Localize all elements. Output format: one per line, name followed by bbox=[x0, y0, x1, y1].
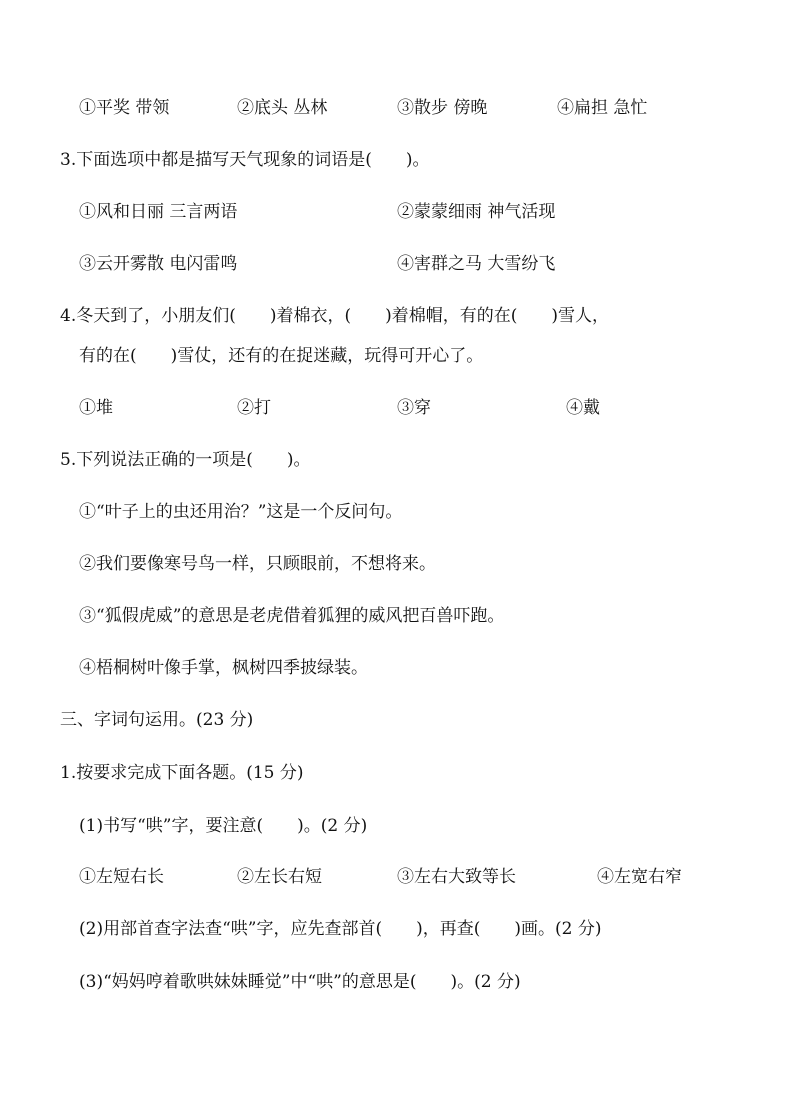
q5-stem: 5.下列说法正确的一项是( )。 bbox=[60, 450, 311, 470]
q4-option-3: ③穿 bbox=[397, 398, 431, 418]
q2-option-2: ②底头 丛林 bbox=[237, 98, 328, 118]
sub1-option-3: ③左右大致等长 bbox=[397, 867, 516, 887]
sub1-option-2: ②左长右短 bbox=[237, 867, 322, 887]
sub1-option-1: ①左短右长 bbox=[79, 867, 164, 887]
q3-option-1: ①风和日丽 三言两语 bbox=[79, 202, 238, 222]
section3-q1-stem: 1.按要求完成下面各题。(15 分) bbox=[60, 763, 304, 783]
q2-option-4: ④扁担 急忙 bbox=[557, 98, 648, 118]
q3-option-4: ④害群之马 大雪纷飞 bbox=[397, 254, 556, 274]
q3-option-2: ②蒙蒙细雨 神气活现 bbox=[397, 202, 556, 222]
q5-option-1: ①“叶子上的虫还用治？”这是一个反问句。 bbox=[79, 502, 403, 522]
section3-sub2: (2)用部首查字法查“哄”字，应先查部首( )，再查( )画。(2 分) bbox=[79, 919, 602, 939]
q2-option-3: ③散步 傍晚 bbox=[397, 98, 488, 118]
q4-stem-line1: 4.冬天到了，小朋友们( )着棉衣，( )着棉帽，有的在( )雪人， bbox=[60, 306, 610, 326]
q2-option-1: ①平奖 带领 bbox=[79, 98, 170, 118]
q3-option-3: ③云开雾散 电闪雷鸣 bbox=[79, 254, 238, 274]
q4-option-2: ②打 bbox=[237, 398, 271, 418]
section3-sub3: (3)“妈妈哼着歌哄妹妹睡觉”中“哄”的意思是( )。(2 分) bbox=[79, 972, 521, 992]
section3-sub1: (1)书写“哄”字，要注意( )。(2 分) bbox=[79, 816, 368, 836]
q5-option-2: ②我们要像寒号鸟一样，只顾眼前，不想将来。 bbox=[79, 554, 436, 574]
section3-title: 三、字词句运用。(23 分) bbox=[60, 710, 254, 730]
q4-option-4: ④戴 bbox=[566, 398, 600, 418]
q4-stem-line2: 有的在( )雪仗，还有的在捉迷藏，玩得可开心了。 bbox=[79, 346, 484, 366]
q3-stem: 3.下面选项中都是描写天气现象的词语是( )。 bbox=[60, 150, 430, 170]
q5-option-4: ④梧桐树叶像手掌，枫树四季披绿装。 bbox=[79, 658, 368, 678]
q4-option-1: ①堆 bbox=[79, 398, 113, 418]
sub1-option-4: ④左宽右窄 bbox=[597, 867, 682, 887]
q5-option-3: ③“狐假虎威”的意思是老虎借着狐狸的威风把百兽吓跑。 bbox=[79, 606, 505, 626]
